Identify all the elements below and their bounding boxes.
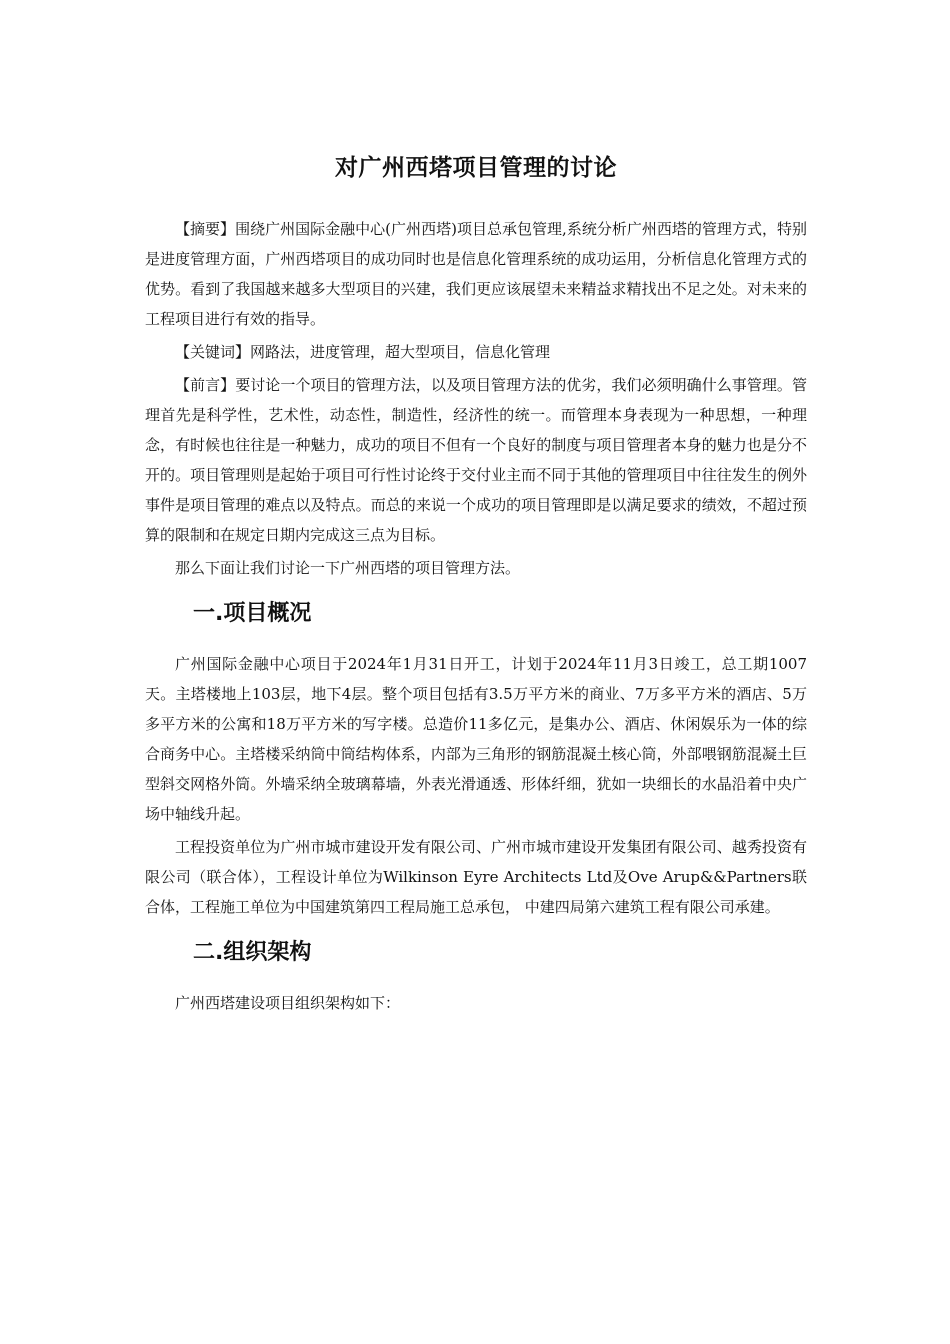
document-title: 对广州西塔项目管理的讨论 (335, 155, 617, 181)
abstract-text: 围绕广州国际金融中心(广州西塔)项目总承包管理,系统分析广州西塔的管理方式，特别是进度管理方面，广州西塔项目的成功同时也是信息化管理系统的成功运用，分析信息化管理方式的优势。看到了我国越来越多大型项目的兴建，我们更应该展望未来精益求精找出不足之处。对未来的工程项目进行有效的指导。 (145, 220, 807, 328)
keywords-text: 网路法，进度管理，超大型项目，信息化管理 (250, 343, 551, 361)
keywords-paragraph (145, 337, 807, 367)
overview-paragraph-1: 广州国际金融中心项目于2024年1月31日开工，计划于2024年11月3日竣工，总工期1007天。主塔楼地上103层，地下4层。整个项目包括有3.5万平方米的商业、7万多平方米的酒店、5万多平方米的公寓和18万平方米的写字楼。总造价11多亿元，是集办公、酒店、休闲娱乐为一体的综合商务中心。主塔楼采纳筒中筒结构体系，内部为三角形的钢筋混凝土核心筒，外部喂钢筋混凝土巨型斜交网格外筒。外墙采纳全玻璃幕墙，外表光滑通透、形体纤细，犹如一块细长的水晶沿着中央广场中轴线升起。 (145, 655, 807, 823)
preface-text: 要讨论一个项目的管理方法，以及项目管理方法的优劣，我们必须明确什么事管理。管理首先是科学性，艺术性，动态性，制造性，经济性的统一。而管理本身表现为一种思想，一种理念，有时候也往往是一种魅力，成功的项目不但有一个良好的制度与项目管理者本身的魅力也是分不开的。项目管理则是起始于项目可行性讨论终于交付业主而不同于其他的管理项目中往往发生的例外事件是项目管理的难点以及特点。而总的来说一个成功的项目管理即是以满足要求的绩效，不超过预算的限制和在规定日期内完成这三点为目标。 (145, 376, 807, 544)
intro-line: 那么下面让我们讨论一下广州西塔的项目管理方法。 (175, 559, 521, 577)
overview-paragraph-2: 工程投资单位为广州市城市建设开发有限公司、广州市城市建设开发集团有限公司、越秀投资有限公司（联合体），工程设计单位为Wilkinson Eyre Architects Ltd及Ove Arup&&Partners联合体，工程施工单位为中国建筑第四工程局施工总承包， 中建四局第六建筑工程有限公司承建。 (145, 838, 807, 916)
preface-label: 【前言】 (175, 376, 236, 394)
keywords-label: 【关键词】 (175, 343, 251, 361)
abstract-label: 【摘要】 (175, 220, 236, 238)
preface-paragraph (145, 370, 807, 550)
abstract-paragraph (145, 214, 807, 334)
section-heading-organization: 二.组织架构 (193, 940, 312, 965)
organization-paragraph: 广州西塔建设项目组织架构如下： (175, 994, 401, 1012)
section-heading-overview: 一.项目概况 (193, 601, 312, 626)
document-body (145, 148, 807, 1018)
